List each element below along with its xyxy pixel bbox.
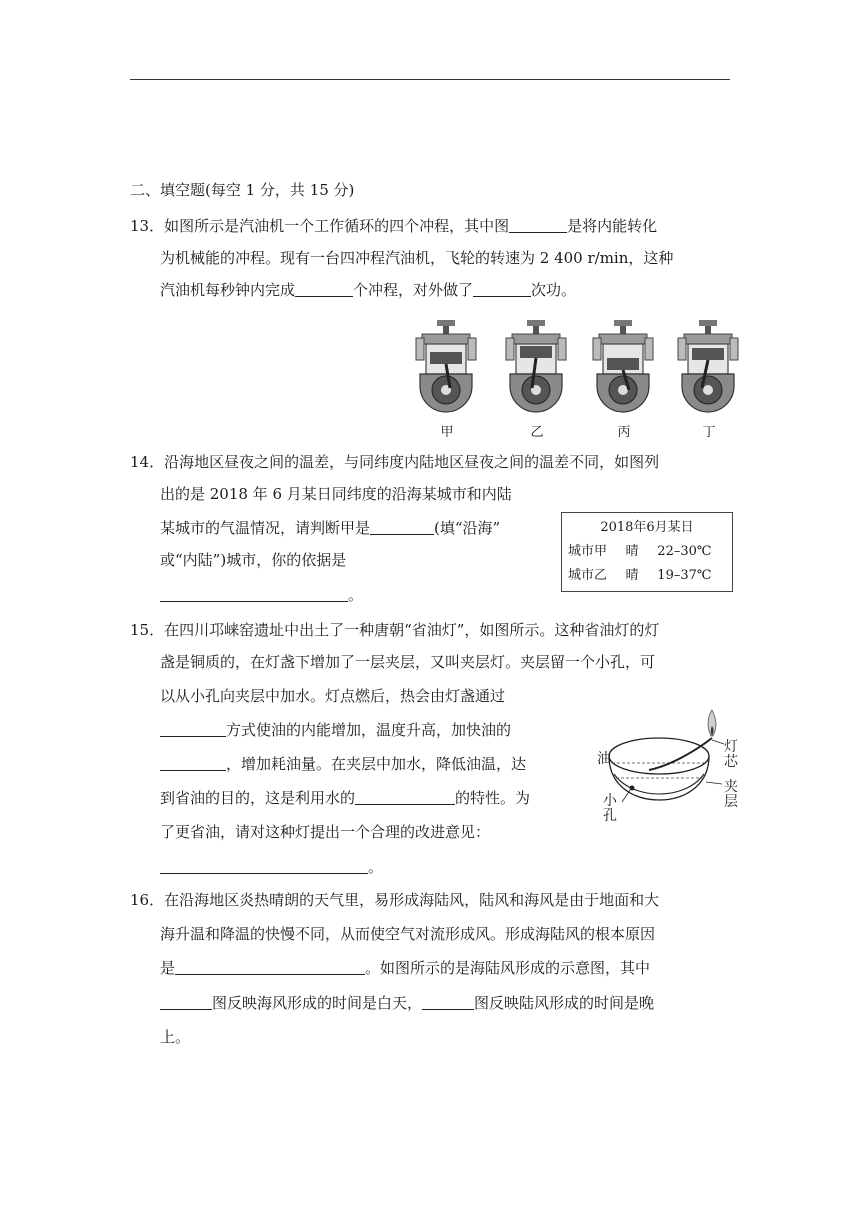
q16-line-1: 16．在沿海地区炎热晴朗的天气里，易形成海陆风，陆风和海风是由于地面和大: [130, 891, 660, 909]
q16-line-4: [160, 993, 654, 1013]
header-rule: [130, 79, 730, 80]
weather-city: 城市乙: [568, 568, 608, 583]
q14-line-4: 或“内陆”)城市，你的依据是: [160, 551, 347, 569]
weather-table: [561, 512, 733, 592]
q14-line-2: 出的是 2018 年 6 月某日同纬度的沿海某城市和内陆: [160, 485, 512, 503]
q14-blank-2[interactable]: [160, 586, 348, 602]
q15-line-6: [160, 788, 530, 808]
q16-text: 图反映海风形成的时间是白天，: [212, 994, 423, 1012]
q15-line-4: [160, 720, 511, 740]
q15-line-3: 以从小孔向夹层中加水。灯点燃后，热会由灯盏通过: [160, 687, 506, 705]
q16-text: 是: [160, 959, 176, 977]
q15-blank-2[interactable]: [160, 755, 226, 771]
q16-text: 图反映陆风形成的时间是晚: [474, 994, 655, 1012]
q16-blank-3[interactable]: [422, 994, 474, 1010]
weather-table-title: 2018年6月某日: [600, 520, 694, 535]
q13-text: 是将内能转化: [567, 217, 658, 235]
q13-line-1: [130, 216, 657, 236]
q13-blank-3[interactable]: [473, 281, 531, 297]
q15-blank-4[interactable]: [160, 858, 368, 874]
q14-text: (填“沿海”: [434, 519, 501, 537]
q14-text: 。: [348, 586, 364, 604]
q14-text: 某城市的气温情况，请判断甲是: [160, 519, 371, 537]
engine-bing: [593, 320, 653, 412]
q13-text: 个冲程，对外做了: [353, 281, 474, 299]
weather-temp: 22–30℃: [657, 544, 712, 559]
q14-blank-1[interactable]: [370, 519, 434, 535]
q15-line-8: [160, 857, 383, 877]
q15-line-2: 盏是铜质的，在灯盏下增加了一层夹层，又叫夹层灯。夹层留一个小孔，可: [160, 653, 656, 671]
q15-text: 方式使油的内能增加，温度升高，加快油的: [226, 721, 512, 739]
q13-blank-1[interactable]: [509, 217, 567, 233]
q13-text: 汽油机每秒钟内完成: [160, 281, 296, 299]
q13-text: 13．如图所示是汽油机一个工作循环的四个冲程，其中图: [130, 217, 510, 235]
lamp-label-wick: 灯芯: [724, 739, 738, 770]
q15-line-1: 15．在四川邛崃窑遗址中出土了一种唐朝“省油灯”，如图所示。这种省油灯的灯: [130, 621, 660, 639]
q15-text: 到省油的目的，这是利用水的: [160, 789, 356, 807]
q16-blank-1[interactable]: [175, 959, 365, 975]
q16-text: 。如图所示的是海陆风形成的示意图，其中: [365, 959, 651, 977]
lamp-label-hole: 小孔: [603, 793, 617, 824]
q15-text: ，增加耗油量。在夹层中加水，降低油温，达: [226, 755, 527, 773]
weather-temp: 19–37℃: [657, 568, 712, 583]
weather-row-yi: [568, 565, 711, 587]
oil-lamp-figure: [594, 708, 744, 828]
q13-line-2: 为机械能的冲程。现有一台四冲程汽油机，飞轮的转速为 2 400 r/min，这种: [160, 249, 674, 267]
weather-condition: 晴: [625, 568, 639, 583]
lamp-label-oil: 油: [597, 751, 611, 767]
engine-label-yi: 乙: [530, 425, 544, 440]
engine-ding: [678, 320, 738, 412]
q15-text: 的特性。为: [455, 789, 531, 807]
q16-line-3: [160, 958, 650, 978]
weather-condition: 晴: [625, 544, 639, 559]
q16-line-5: 上。: [160, 1028, 191, 1046]
engine-strokes-figure: [412, 318, 742, 440]
engine-label-ding: 丁: [702, 425, 716, 440]
q14-line-3: [160, 518, 500, 538]
engine-jia: [416, 320, 476, 412]
weather-city: 城市甲: [568, 544, 608, 559]
q14-line-5: [160, 585, 363, 605]
engine-yi: [506, 320, 566, 412]
q15-blank-1[interactable]: [160, 721, 226, 737]
q16-blank-2[interactable]: [160, 994, 212, 1010]
q16-line-2: 海升温和降温的快慢不同，从而使空气对流形成风。形成海陆风的根本原因: [160, 925, 656, 943]
weather-row-jia: [568, 541, 711, 563]
q13-line-3: [160, 280, 576, 300]
q13-blank-2[interactable]: [295, 281, 353, 297]
lamp-label-layer: 夹层: [724, 779, 738, 810]
section-title: 二、填空题(每空 1 分，共 15 分): [130, 181, 355, 199]
q15-line-7: 了更省油，请对这种灯提出一个合理的改进意见：: [160, 823, 491, 841]
q13-text: 次功。: [531, 281, 577, 299]
q14-line-1: 14．沿海地区昼夜之间的温差，与同纬度内陆地区昼夜之间的温差不同，如图列: [130, 453, 660, 471]
q15-text: 。: [368, 858, 384, 876]
engine-label-jia: 甲: [440, 425, 454, 440]
engine-diagrams: [412, 318, 742, 418]
engine-label-bing: 丙: [617, 425, 631, 440]
q15-blank-3[interactable]: [355, 789, 455, 805]
q15-line-5: [160, 754, 526, 774]
